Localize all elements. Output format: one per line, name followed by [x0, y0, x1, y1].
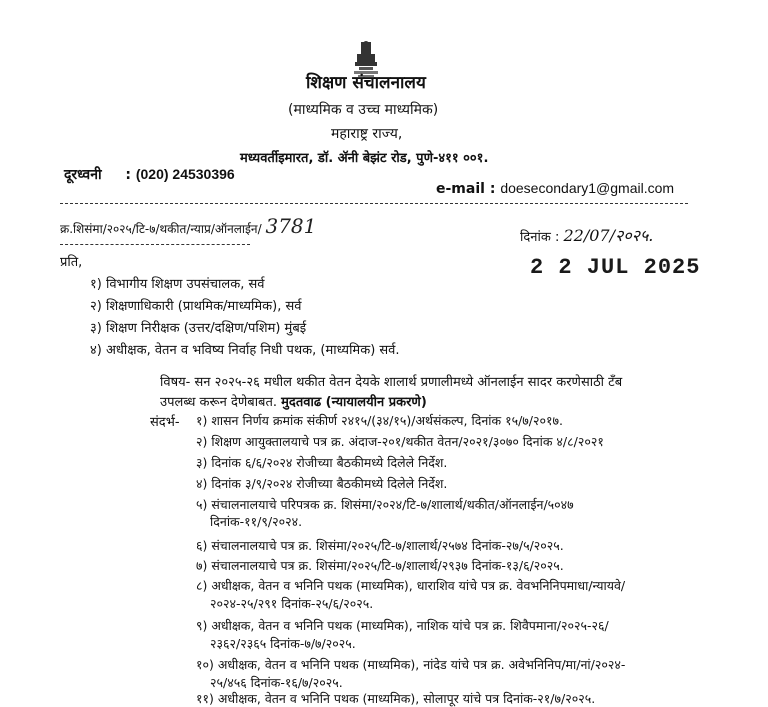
date-label: दिनांक :: [520, 230, 560, 245]
reference-item: ९) अधीक्षक, वेतन व भनिनि पथक (माध्यमिक), नाशिक यांचे पत्र क्र. शिवैपमाना/२०२५-२६/: [196, 618, 609, 633]
date-value: 22/07/२०२५.: [563, 226, 654, 245]
reference-item: ५) संचालनालयाचे परिपत्रक क्र. शिसंमा/२०२४/टि-७/शालार्थ/थकीत/ऑनलाईन/५०४७: [196, 497, 574, 512]
phone-number: (020) 24530396: [135, 166, 235, 182]
reference-item: १०) अधीक्षक, वेतन व भनिनि पथक (माध्यमिक), नांदेड यांचे पत्र क्र. अवेभनिनिप/मा/नां/२०२४-: [196, 657, 626, 672]
reference-item: ८) अधीक्षक, वेतन व भनिनि पथक (माध्यमिक), धाराशिव यांचे पत्र क्र. वेवभनिनिपमाधा/न्यायवे/: [196, 578, 626, 593]
reference-number: [60, 214, 316, 238]
email-label: e-mail: [436, 181, 485, 197]
divider-top: [60, 203, 688, 204]
email-address[interactable]: doesecondary1@gmail.com: [500, 180, 675, 196]
reference-item-cont: २३६२/२३६५ दिनांक-७/७/२०२५.: [210, 636, 356, 651]
reference-item-cont: २५/४५६ दिनांक-१६/७/२०२५.: [210, 675, 343, 690]
phone-sep: :: [125, 167, 131, 183]
received-date-stamp: 2 2 JUL 2025: [530, 255, 701, 280]
reference-item: २) शिक्षण आयुक्तालयाचे पत्र क्र. अंदाज-२०१/थकीत वेतन/२०२१/३०७० दिनांक ४/८/२०२१: [196, 434, 604, 449]
recipient-item: १) विभागीय शिक्षण उपसंचालक, सर्व: [90, 277, 265, 292]
reference-item: ४) दिनांक ३/९/२०२४ रोजीच्या बैठकीमध्ये दिलेले निर्देश.: [196, 476, 448, 491]
subject-prefix: उपलब्ध करून देणेबाबत.: [160, 395, 282, 410]
reference-item: १) शासन निर्णय क्रमांक संकीर्ण २४१५/(३४/१५)/अर्थसंकल्प, दिनांक १५/७/२०१७.: [196, 413, 563, 428]
reference-text: क्र.शिसंमा/२०२५/टि-७/थकीत/न्याप्र/ऑनलाईन/: [60, 222, 262, 236]
phone-label: दूरध्वनी: [64, 167, 102, 183]
reference-item-cont: दिनांक-११/९/२०२४.: [210, 514, 303, 529]
recipient-item: २) शिक्षणाधिकारी (प्राथमिक/माध्यमिक), सर्व: [90, 299, 302, 314]
subject-line-2: [160, 392, 427, 410]
reference-item: ७) संचालनालयाचे पत्र क्र. शिसंमा/२०२५/टि-७/शालार्थ/२९३७ दिनांक-१३/६/२०२५.: [196, 558, 564, 573]
reference-item: ६) संचालनालयाचे पत्र क्र. शिसंमा/२०२५/टि-७/शालार्थ/२५७४ दिनांक-२७/५/२०२५.: [196, 538, 564, 553]
subject-line-1: विषय- सन २०२५-२६ मधील थकीत वेतन देयके शालार्थ प्रणालीमध्ये ऑनलाईन सादर करणेसाठी टँब: [160, 375, 623, 390]
recipient-item: ३) शिक्षण निरीक्षक (उत्तर/दक्षिण/पशिम) मुंबई: [90, 321, 307, 336]
reference-item-cont: २०२४-२५/२९१ दिनांक-२५/६/२०२५.: [210, 596, 374, 611]
letter-date: [520, 224, 653, 246]
prati-label: प्रति,: [60, 255, 83, 270]
reference-item: ११) अधीक्षक, वेतन व भनिनि पथक (माध्यमिक), सोलापूर यांचे पत्र दिनांक-२१/७/२०२५.: [196, 691, 596, 706]
phone-line: [64, 165, 235, 184]
state-name: महाराष्ट्र राज्य,: [331, 126, 403, 142]
subject-bold: मुदतवाढ (न्यायालयीन प्रकरणे): [281, 395, 427, 410]
email-sep: :: [489, 181, 496, 197]
sandarbh-label: संदर्भ-: [150, 415, 180, 430]
divider-ref: [60, 244, 250, 245]
handwritten-number: 3781: [265, 214, 317, 238]
office-address: मध्यवर्तीइमारत, डॉ. ॲनी बेझंट रोड, पुणे-४११ ००१.: [240, 151, 489, 166]
office-title: शिक्षण संचालनालय: [306, 73, 426, 93]
office-subtitle: (माध्यमिक व उच्च माध्यमिक): [288, 102, 439, 118]
recipient-item: ४) अधीक्षक, वेतन व भविष्य निर्वाह निधी पथक, (माध्यमिक) सर्व.: [90, 343, 400, 358]
reference-item: ३) दिनांक ६/६/२०२४ रोजीच्या बैठकीमध्ये दिलेले निर्देश.: [196, 455, 448, 470]
email-line: [436, 180, 674, 197]
